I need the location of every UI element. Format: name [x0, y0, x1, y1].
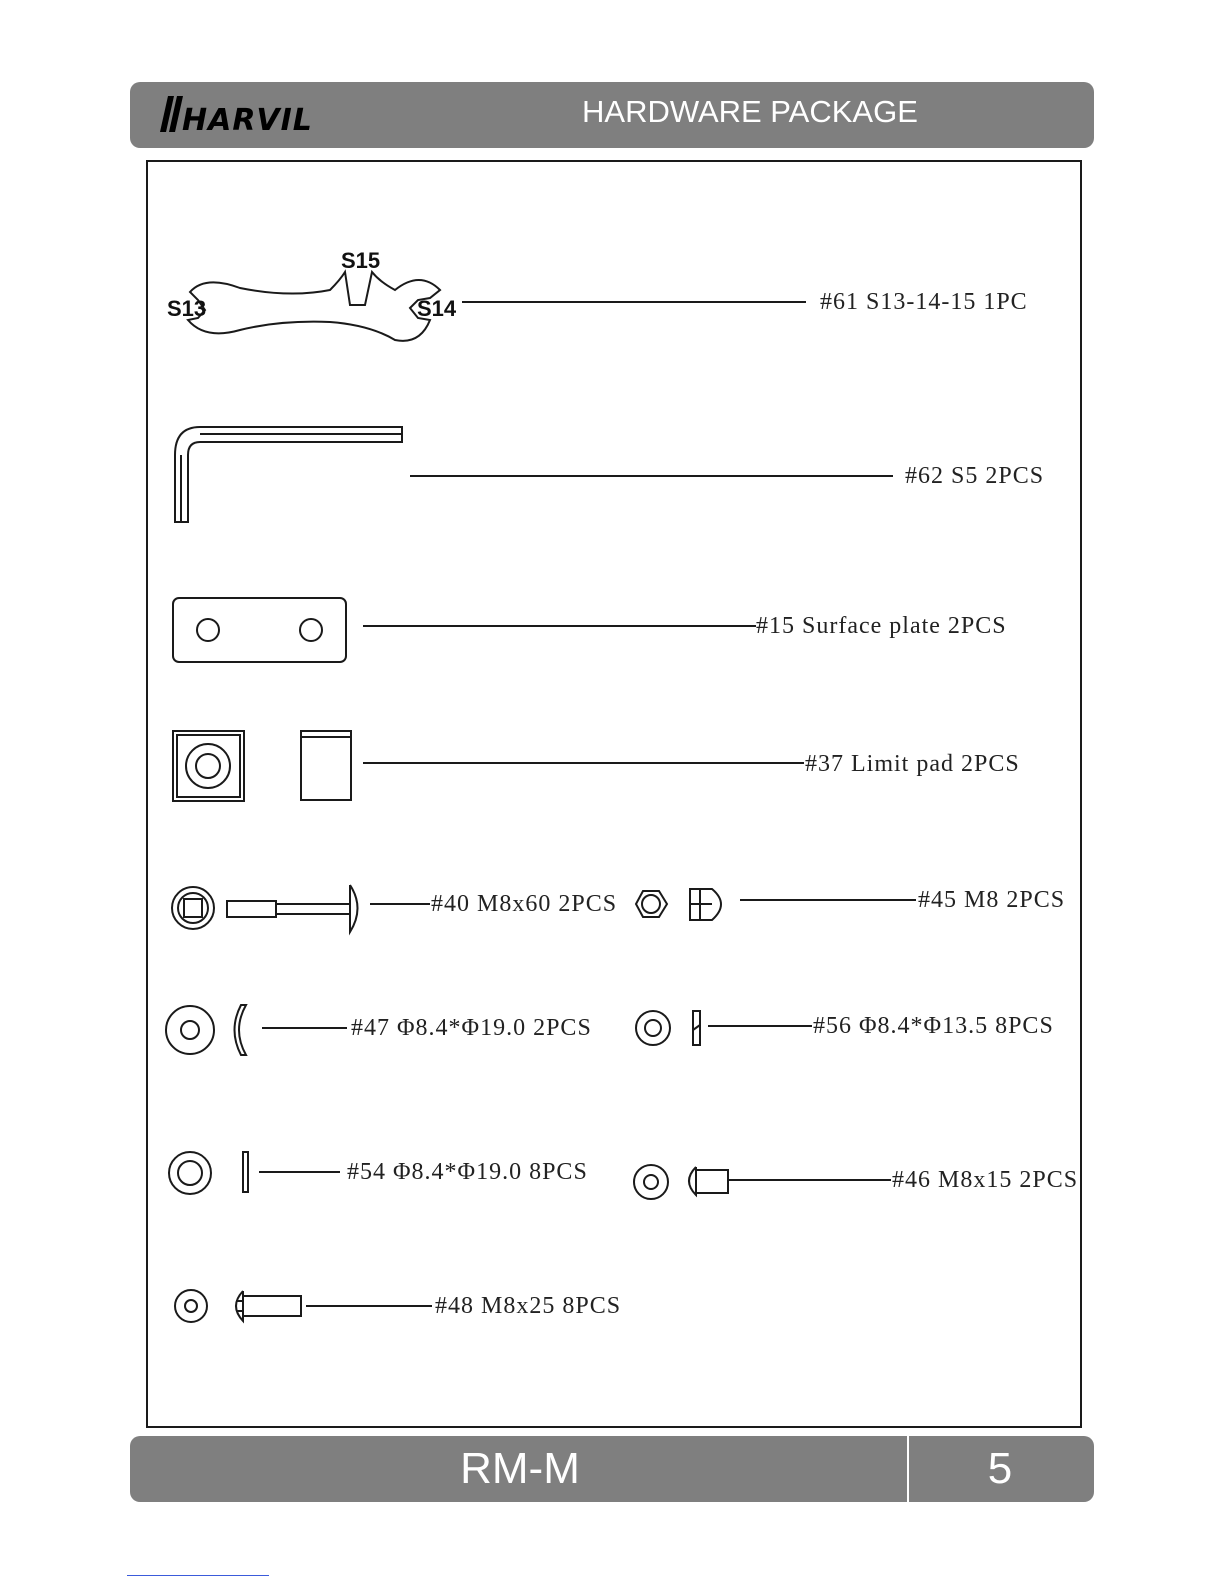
- footer-divider: [907, 1436, 909, 1502]
- part-label-47: #47 Φ8.4*Φ19.0 2PCS: [351, 1015, 592, 1041]
- part-label-40: #40 M8x60 2PCS: [431, 891, 618, 917]
- part-label-15: #15 Surface plate 2PCS: [756, 613, 1007, 639]
- part-label-61: #61 S13-14-15 1PC: [820, 289, 1028, 315]
- part-label-48: #48 M8x25 8PCS: [435, 1293, 622, 1319]
- svg-text:HARVIL: HARVIL: [182, 103, 313, 138]
- flat-washer-side-icon: [243, 1152, 248, 1192]
- screw-head-small-icon: [175, 1290, 207, 1322]
- part-label-37: #37 Limit pad 2PCS: [805, 751, 1020, 777]
- part-label-46: #46 M8x15 2PCS: [892, 1167, 1079, 1193]
- part-label-54: #54 Φ8.4*Φ19.0 8PCS: [347, 1159, 588, 1185]
- allen-key-icon: [175, 427, 402, 522]
- washer-icon: [166, 1006, 214, 1054]
- part-label-45: #45 M8 2PCS: [918, 887, 1066, 913]
- part-label-56: #56 Φ8.4*Φ13.5 8PCS: [813, 1013, 1054, 1039]
- size-mark-s14: S14: [417, 296, 457, 321]
- lock-washer-icon: [636, 1011, 670, 1045]
- long-bolt-icon: [236, 1291, 301, 1321]
- bottom-rule: [127, 1575, 269, 1576]
- page-title: HARDWARE PACKAGE: [582, 94, 918, 129]
- part-label-62: #62 S5 2PCS: [905, 463, 1045, 489]
- flat-washer-icon: [169, 1152, 211, 1194]
- cap-nut-icon: [690, 889, 721, 920]
- size-mark-s15: S15: [341, 248, 381, 273]
- screw-head-icon: [634, 1165, 668, 1199]
- surface-plate-icon: [173, 598, 346, 662]
- wrench-icon: [188, 272, 440, 341]
- curved-washer-icon: [235, 1005, 247, 1055]
- size-mark-s13: S13: [167, 296, 207, 321]
- limit-pad-side-icon: [301, 731, 351, 800]
- carriage-bolt-icon: [227, 901, 276, 917]
- short-bolt-icon: [689, 1167, 728, 1195]
- limit-pad-icon: [173, 731, 244, 801]
- page-number: 5: [987, 1444, 1013, 1493]
- model-name: RM-M: [460, 1444, 580, 1493]
